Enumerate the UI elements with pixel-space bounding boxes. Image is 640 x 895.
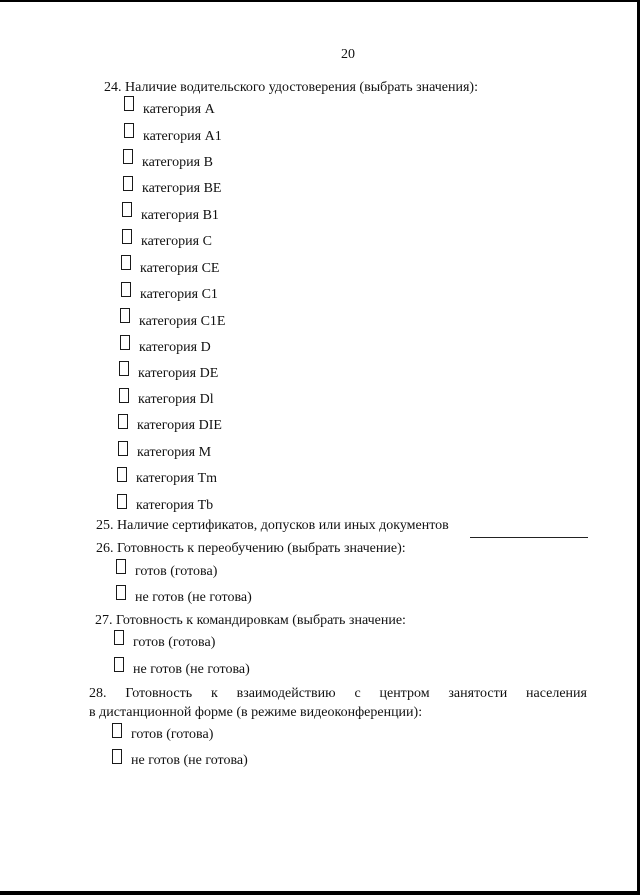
option-label: категория Tm — [136, 471, 218, 486]
checkbox[interactable] — [119, 388, 129, 403]
option-label: категория Tb — [136, 498, 214, 513]
q28-word: центром — [379, 686, 430, 701]
page-number: 20 — [341, 47, 355, 62]
checkbox[interactable] — [116, 559, 126, 574]
option-label: категория С — [141, 234, 212, 249]
q28-word: с — [354, 686, 361, 701]
option-label: готов (готова) — [135, 564, 218, 579]
option-label: категория СЕ — [140, 261, 220, 276]
option-label: категория DE — [138, 366, 219, 381]
q25-answer-line[interactable] — [470, 537, 588, 538]
q24-title: 24. Наличие водительского удостоверения (выбрать значения): — [104, 80, 478, 95]
checkbox[interactable] — [117, 494, 127, 509]
q25-title: 25. Наличие сертификатов, допусков или иных документов — [96, 518, 449, 533]
checkbox[interactable] — [112, 723, 122, 738]
option-label: не готов (не готова) — [135, 590, 252, 605]
option-label: категория М — [137, 445, 212, 460]
option-label: категория DIE — [137, 418, 222, 433]
option-label: категория С1 — [140, 287, 218, 302]
option-label: категория С1Е — [139, 314, 226, 329]
checkbox[interactable] — [124, 123, 134, 138]
option-label: готов (готова) — [133, 635, 216, 650]
q28-title-line1 — [89, 685, 587, 702]
checkbox[interactable] — [124, 96, 134, 111]
q28-title-line2: в дистанционной форме (в режиме видеоконференции): — [89, 705, 423, 720]
checkbox[interactable] — [116, 585, 126, 600]
q28-word: занятости — [448, 686, 508, 701]
option-label: не готов (не готова) — [133, 662, 250, 677]
checkbox[interactable] — [114, 630, 124, 645]
option-label: категория Dl — [138, 392, 214, 407]
option-label: категория А — [143, 102, 215, 117]
page-edge-bottom — [0, 891, 640, 895]
checkbox[interactable] — [121, 282, 131, 297]
checkbox[interactable] — [118, 441, 128, 456]
checkbox[interactable] — [120, 308, 130, 323]
q28-word: 28. — [89, 686, 107, 701]
checkbox[interactable] — [112, 749, 122, 764]
checkbox[interactable] — [122, 229, 132, 244]
checkbox[interactable] — [123, 176, 133, 191]
option-label: категория D — [139, 340, 211, 355]
option-label: категория А1 — [143, 129, 222, 144]
checkbox[interactable] — [117, 467, 127, 482]
checkbox[interactable] — [118, 414, 128, 429]
checkbox[interactable] — [119, 361, 129, 376]
option-label: категория ВЕ — [142, 181, 222, 196]
q28-word: к — [210, 686, 218, 701]
option-label: категория В1 — [141, 208, 219, 223]
q28-word: населения — [526, 686, 587, 701]
checkbox[interactable] — [123, 149, 133, 164]
option-label: готов (готова) — [131, 727, 214, 742]
checkbox[interactable] — [122, 202, 132, 217]
checkbox[interactable] — [121, 255, 131, 270]
page-edge-top — [0, 0, 640, 2]
option-label: категория В — [142, 155, 213, 170]
q28-word: взаимодействию — [236, 686, 336, 701]
q27-title: 27. Готовность к командировкам (выбрать значение: — [95, 613, 406, 628]
q26-title: 26. Готовность к переобучению (выбрать значение): — [96, 541, 406, 556]
q28-word: Готовность — [125, 686, 193, 701]
option-label: не готов (не готова) — [131, 753, 248, 768]
checkbox[interactable] — [120, 335, 130, 350]
checkbox[interactable] — [114, 657, 124, 672]
